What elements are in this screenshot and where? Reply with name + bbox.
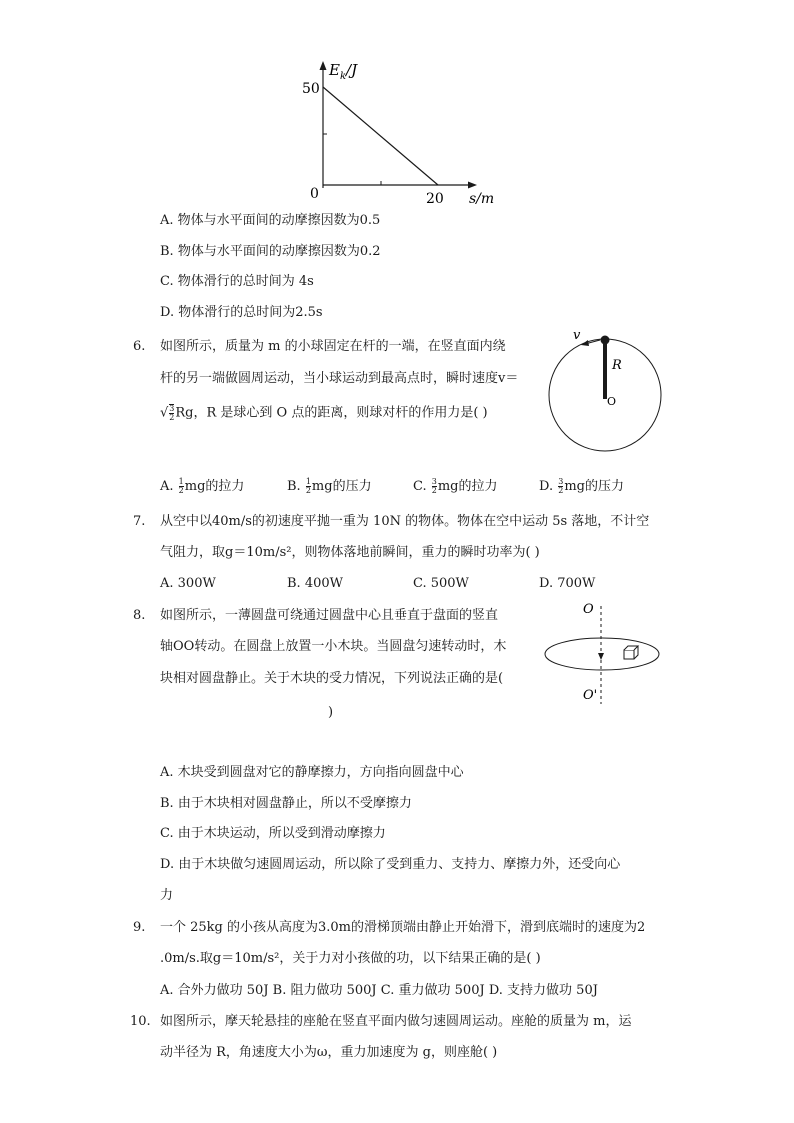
q5-option-b: B. 物体与水平面间的动摩擦因数为0.2 bbox=[160, 244, 381, 259]
y-axis-arrow bbox=[320, 61, 327, 70]
center-label: O bbox=[607, 395, 617, 408]
circle-rod-figure bbox=[545, 325, 665, 455]
q5-option-c: C. 物体滑行的总时间为 4s bbox=[160, 274, 314, 289]
q7-option-a: A. 300W bbox=[160, 576, 216, 591]
q8-option-c: C. 由于木块运动，所以受到滑动摩擦力 bbox=[160, 826, 386, 841]
q5-option-d: D. 物体滑行的总时间为2.5s bbox=[160, 305, 323, 320]
axis-top-label: O bbox=[583, 602, 594, 617]
x-tick-label: 20 bbox=[426, 191, 444, 207]
x-axis-label: s/m bbox=[469, 191, 495, 207]
q6-option-d: D. $\frac{3}{2}$ mg的压力 bbox=[539, 477, 624, 495]
q10-line-1: 如图所示，摩天轮悬挂的座舱在竖直平面内做匀速圆周运动。座舱的质量为 m，运 bbox=[160, 1014, 632, 1029]
axis-arrowhead bbox=[598, 653, 604, 660]
radius-label: R bbox=[612, 358, 622, 373]
q8-line-2: 轴OO转动。在圆盘上放置一小木块。当圆盘匀速转动时，木 bbox=[160, 639, 507, 654]
ball bbox=[601, 336, 610, 345]
q8-option-d-line-1: D. 由于木块做匀速圆周运动，所以除了受到重力、支持力、摩擦力外，还受向心 bbox=[160, 857, 621, 872]
q6-option-b: B. $\frac{1}{2}$ mg的压力 bbox=[287, 477, 372, 495]
q6-line-3 bbox=[160, 404, 488, 423]
q8-number: 8. bbox=[133, 608, 146, 623]
q8-line-4: ) bbox=[328, 705, 334, 720]
q9-options: A. 合外力做功 50J B. 阻力做功 500J C. 重力做功 500J D. 支持力做功 50J bbox=[160, 983, 598, 998]
y-tick-label: 50 bbox=[302, 81, 320, 97]
ek-s-graph bbox=[295, 55, 505, 210]
q8-option-a: A. 木块受到圆盘对它的静摩擦力，方向指向圆盘中心 bbox=[160, 765, 464, 780]
q7-option-c: C. 500W bbox=[413, 576, 469, 591]
sqrt-sign: √ bbox=[160, 405, 169, 421]
q10-number: 10. bbox=[130, 1014, 151, 1029]
velocity-arrowhead bbox=[581, 340, 589, 346]
axis-bottom-label: O' bbox=[583, 688, 598, 703]
q6-line-3-text: Rg，R 是球心到 O 点的距离，则球对杆的作用力是( ) bbox=[175, 405, 488, 421]
velocity-label: v bbox=[573, 328, 581, 343]
q6-option-a: A. $\frac{1}{2}$ mg的拉力 bbox=[160, 477, 245, 495]
q6-line-1: 如图所示，质量为 m 的小球固定在杆的一端，在竖直面内绕 bbox=[160, 339, 506, 354]
fraction: $\frac{3}{2}$ bbox=[169, 404, 175, 422]
q9-number: 9. bbox=[133, 920, 146, 935]
rod bbox=[603, 341, 607, 399]
q7-line-2: 气阻力，取g＝10m/s²，则物体落地前瞬间，重力的瞬时功率为( ) bbox=[160, 545, 540, 560]
q10-line-2: 动半径为 R，角速度大小为ω，重力加速度为 g，则座舱( ) bbox=[160, 1045, 498, 1060]
q6-line-2: 杆的另一端做圆周运动，当小球运动到最高点时，瞬时速度v＝ bbox=[160, 371, 519, 386]
q6-option-c: C. $\frac{3}{2}$ mg的拉力 bbox=[413, 477, 498, 495]
q8-option-d-line-2: 力 bbox=[160, 888, 174, 903]
block bbox=[624, 646, 638, 659]
ek-series-line bbox=[323, 87, 438, 185]
q9-line-2: .0m/s.取g＝10m/s²，关于力对小孩做的功，以下结果正确的是( ) bbox=[160, 951, 541, 966]
q8-line-1: 如图所示，一薄圆盘可绕通过圆盘中心且垂直于盘面的竖直 bbox=[160, 608, 499, 623]
q7-number: 7. bbox=[133, 514, 146, 529]
q7-option-d: D. 700W bbox=[539, 576, 596, 591]
y-axis-label: $E_k/J$ bbox=[329, 61, 358, 82]
q8-option-b: B. 由于木块相对圆盘静止，所以不受摩擦力 bbox=[160, 796, 412, 811]
q7-line-1: 从空中以40m/s的初速度平抛一重为 10N 的物体。物体在空中运动 5s 落地，不计空 bbox=[160, 514, 650, 529]
q5-option-a: A. 物体与水平面间的动摩擦因数为0.5 bbox=[160, 213, 381, 228]
origin-label: 0 bbox=[310, 186, 319, 202]
x-axis-arrow bbox=[468, 182, 477, 189]
q7-option-b: B. 400W bbox=[287, 576, 343, 591]
q9-line-1: 一个 25kg 的小孩从高度为3.0m的滑梯顶端由静止开始滑下，滑到底端时的速度为2 bbox=[160, 920, 646, 935]
disk-figure bbox=[540, 598, 665, 708]
q8-line-3: 块相对圆盘静止。关于木块的受力情况，下列说法正确的是( bbox=[160, 671, 504, 686]
q6-number: 6. bbox=[133, 339, 146, 354]
